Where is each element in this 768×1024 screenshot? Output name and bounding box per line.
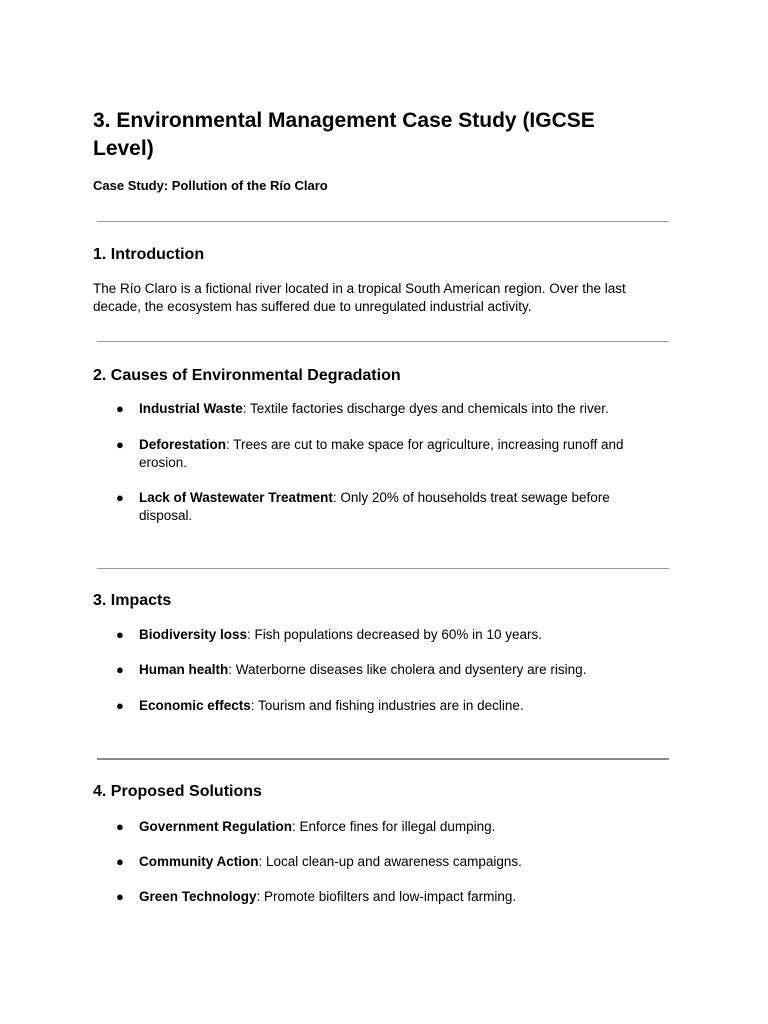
- section-divider: [97, 758, 669, 760]
- bullet-icon: ●: [116, 854, 124, 869]
- solutions-list: [93, 818, 673, 906]
- list-item-text: : Local clean-up and awareness campaigns.: [258, 854, 522, 869]
- bullet-icon: ●: [116, 819, 124, 834]
- list-item-term: Deforestation: [139, 437, 227, 452]
- list-item-term: Biodiversity loss: [139, 627, 248, 642]
- bullet-icon: ●: [116, 627, 124, 642]
- list-item: [93, 400, 659, 418]
- list-item-term: Green Technology: [139, 889, 257, 904]
- list-item: [93, 697, 659, 715]
- list-item-term: Government Regulation: [139, 819, 293, 834]
- list-item: [93, 489, 659, 525]
- introduction-paragraph: The Río Claro is a fictional river located in a tropical South American region. Over the last decade, the ecosystem has suffered due to unregulated industrial activity.: [93, 281, 626, 314]
- bullet-icon: ●: [116, 889, 124, 904]
- list-item-text: : Only 20% of households treat sewage before disposal.: [139, 490, 610, 523]
- bullet-icon: ●: [116, 490, 124, 505]
- section-heading-solutions: 4. Proposed Solutions: [93, 783, 262, 800]
- list-item-text: : Textile factories discharge dyes and chemicals into the river.: [242, 401, 609, 416]
- bullet-icon: ●: [116, 437, 124, 452]
- list-item: [93, 436, 659, 472]
- document-subtitle: Case Study: Pollution of the Río Claro: [93, 178, 328, 193]
- list-item-term: Economic effects: [139, 698, 251, 713]
- list-item: [93, 818, 659, 836]
- list-item-term: Human health: [139, 662, 229, 677]
- section-heading-impacts: 3. Impacts: [93, 592, 172, 609]
- list-item-term: Community Action: [139, 854, 259, 869]
- causes-list: [93, 400, 673, 525]
- list-item-text: : Trees are cut to make space for agriculture, increasing runoff and erosion.: [139, 437, 624, 470]
- list-item: [93, 853, 659, 871]
- section-heading-causes: 2. Causes of Environmental Degradation: [93, 367, 401, 384]
- section-divider: [97, 221, 669, 222]
- section-divider: [97, 341, 669, 342]
- bullet-icon: ●: [116, 401, 124, 416]
- list-item-term: Lack of Wastewater Treatment: [139, 490, 333, 505]
- list-item: [93, 661, 659, 679]
- list-item: [93, 626, 659, 644]
- list-item-text: : Waterborne diseases like cholera and dysentery are rising.: [228, 662, 587, 677]
- document-title: 3. Environmental Management Case Study (IGCSE Level): [93, 109, 595, 160]
- bullet-icon: ●: [116, 698, 124, 713]
- list-item-text: : Tourism and fishing industries are in decline.: [250, 698, 524, 713]
- list-item: [93, 888, 659, 906]
- impacts-list: [93, 626, 673, 715]
- section-divider: [97, 568, 669, 569]
- list-item-text: : Fish populations decreased by 60% in 10 years.: [247, 627, 542, 642]
- bullet-icon: ●: [116, 662, 124, 677]
- list-item-term: Industrial Waste: [139, 401, 243, 416]
- list-item-text: : Enforce fines for illegal dumping.: [292, 819, 496, 834]
- section-heading-introduction: 1. Introduction: [93, 246, 205, 263]
- list-item-text: : Promote biofilters and low-impact farming.: [256, 889, 517, 904]
